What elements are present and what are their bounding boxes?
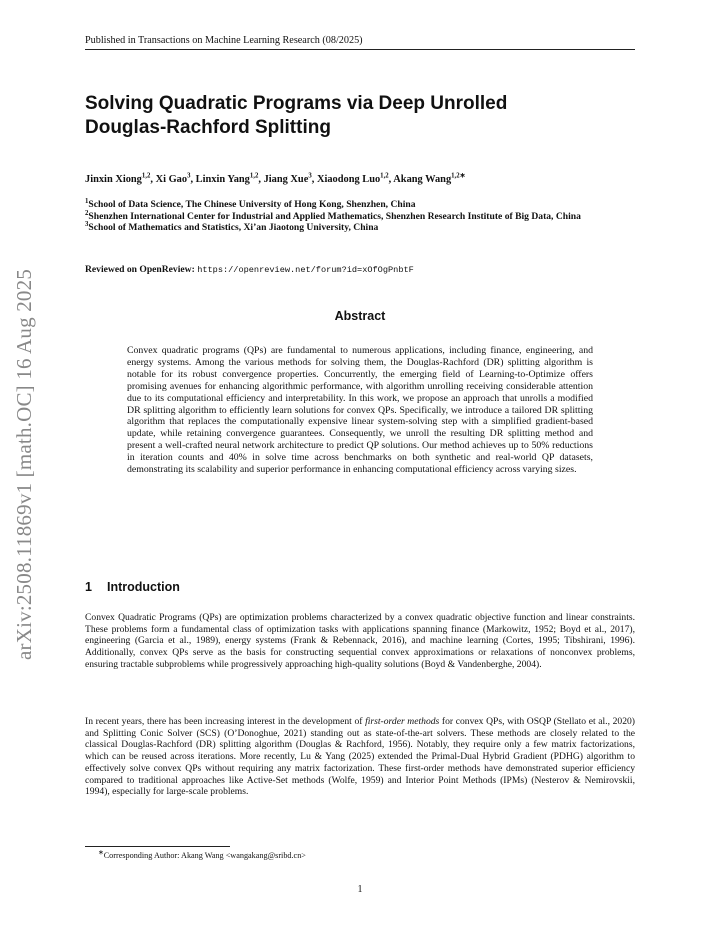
author: Xi Gao$^3$, [155,172,196,185]
abstract-text: Convex quadratic programs (QPs) are fundamental to numerous applications, including finance, engineering, and energy systems. Among the various methods for solving them, the Douglas-Rachford (DR) splitting algorithm is notable for its robust convergence properties. Concurrently, the emerging field of Learning-to-Optimize offers promising avenues for enhancing algorithmic performance, with algorithm unrolling receiving considerable attention due to its computational efficiency and interpretability. In this work, we propose an approach that unrolls a modified DR splitting algorithm to efficiently learn solutions for convex QPs. Specifically, we introduce a tailored DR splitting algorithm that replaces the computationally expensive linear system-solving step with a simplified gradient-based update, while retaining convergence guarantees. Consequently, we unroll the resulting DR splitting method and present a well-crafted neural network architecture to predict QP solutions. Our method achieves up to 50% reductions in iteration counts and 40% in solve time across benchmarks on both synthetic and real-world QP datasets, demonstrating its scalability and superior performance in enhancing computational efficiency across varying sizes. [127,345,593,476]
author: Xiaodong Luo$^{1,2}$, [316,172,394,185]
openreview-link[interactable]: https://openreview.net/forum?id=xOfOgPnbtF [197,265,414,275]
page-number: 1 [357,884,363,895]
running-header: Published in Transactions on Machine Learning Research (08/2025) [85,34,635,50]
body-paragraph: Convex Quadratic Programs (QPs) are optimization problems characterized by a convex quadratic objective function and linear constraints. These problems form a fundamental class of optimization tasks with applications spanning finance (Markowitz, 1952; Boyd et al., 2017), engineering (Garcia et al., 1989), energy systems (Frank & Rebennack, 2016), and machine learning (Cortes, 1995; Tibshirani, 1996). Additionally, convex QPs serve as the basis for constructing sequential convex approximations or relaxations of nonconvex problems, ensuring tractable subproblems while progressively approaching high-quality solutions (Boyd & Vandenberghe, 2004). [85,612,635,670]
section-heading-introduction [85,580,180,594]
emphasized-term: first-order methods [365,716,440,727]
affiliation: $^1$School of Data Science, The Chinese University of Hong Kong, Shenzhen, China [85,197,416,210]
affiliation-list [85,199,640,234]
author: Jinxin Xiong$^{1,2}$, [85,172,156,185]
section-title: Introduction [107,580,180,594]
footnote: ∗Corresponding Author: Akang Wang <wangakang@sribd.cn> [98,849,306,860]
author: Jiang Xue$^3$, [263,172,317,185]
author: Linxin Yang$^{1,2}$, [195,172,264,185]
paper-title [85,92,645,140]
author: Akang Wang$^{1,2∗}$ [393,172,466,185]
title-line-2: Douglas-Rachford Splitting [85,117,331,138]
section-number: 1 [85,580,92,594]
title-line-1: Solving Quadratic Programs via Deep Unrolled [85,93,508,114]
openreview-line [85,264,640,276]
author-list [85,173,645,186]
affiliation: $^3$School of Mathematics and Statistics, Xi’an Jiaotong University, China [85,221,379,234]
abstract-heading: Abstract [334,309,386,323]
review-label: Reviewed on OpenReview: [85,264,195,275]
footnote-divider [85,846,230,847]
affiliation: $^2$Shenzhen International Center for Industrial and Applied Mathematics, Shenzhen Research Institute of Big Data, China [85,209,581,222]
arxiv-identifier-stamp: arXiv:2508.11869v1 [math.OC] 16 Aug 2025 [12,268,36,660]
body-paragraph: In recent years, there has been increasing interest in the development of first-order methods for convex QPs, with OSQP (Stellato et al., 2020) and Splitting Conic Solver (SCS) (O’Donoghue, 2021) standing out as state-of-the-art solvers. These methods are closely related to the classical Douglas-Rachford (DR) splitting algorithm (Douglas & Rachford, 1956). Notably, they require only a few matrix factorizations, which can be reused across iterations. More recently, Lu & Yang (2025) extended the Primal-Dual Hybrid Gradient (PDHG) algorithm to effectively solve convex QPs without requiring any matrix factorization. These first-order methods have demonstrated superior efficiency compared to traditional approaches like Active-Set methods (Wolfe, 1959) and Interior Point Methods (IPMs) (Nesterov & Nemirovskii, 1994), especially for large-scale problems. [85,716,635,798]
